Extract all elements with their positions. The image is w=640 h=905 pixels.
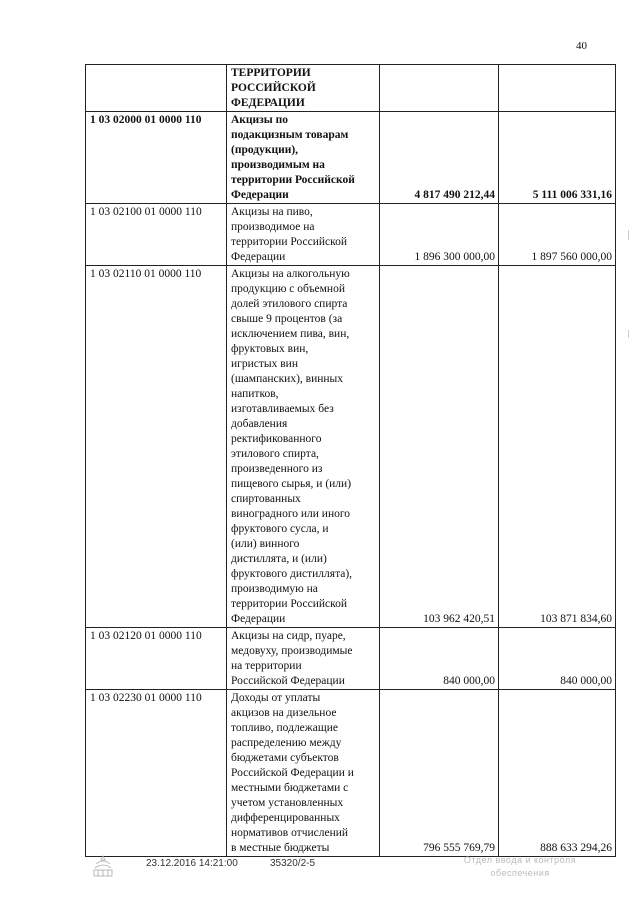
table-row — [86, 266, 616, 628]
page-number: 40 — [576, 40, 587, 52]
revenue-name-cell: Доходы от уплаты акцизов на дизельное топливо, подлежащие распределению между бюджетами субъектов Российской Федерации и местными бюджетами с учетом установленных дифференцированных нормативов отчислений в местные бюджеты — [227, 690, 380, 857]
amount-year-2-cell: 103 871 834,60 — [499, 266, 616, 628]
amount-year-1-cell: 103 962 420,51 — [380, 266, 499, 628]
amount-year-2-cell: 888 633 294,26 — [499, 690, 616, 857]
amount-year-2-cell — [499, 65, 616, 112]
page-footer — [0, 856, 640, 896]
table-row — [86, 628, 616, 690]
emblem-logo-icon — [90, 854, 116, 880]
revenue-name-cell: Акцизы по подакцизным товарам (продукции), производимым на территории Российской Федерации — [227, 112, 380, 204]
amount-year-1-cell: 1 896 300 000,00 — [380, 204, 499, 266]
amount-year-2-cell: 840 000,00 — [499, 628, 616, 690]
budget-code-cell: 1 03 02110 01 0000 110 — [86, 266, 227, 628]
budget-code-cell: 1 03 02230 01 0000 110 — [86, 690, 227, 857]
budget-code-cell: 1 03 02100 01 0000 110 — [86, 204, 227, 266]
revenue-table-body — [86, 65, 616, 857]
amount-year-1-cell: 796 555 769,79 — [380, 690, 499, 857]
scan-mark — [628, 230, 629, 240]
footer-document-number: 35320/2-5 — [270, 858, 316, 869]
budget-code-cell: 1 03 02120 01 0000 110 — [86, 628, 227, 690]
amount-year-1-cell: 4 817 490 212,44 — [380, 112, 499, 204]
budget-code-cell — [86, 65, 227, 112]
amount-year-2-cell: 1 897 560 000,00 — [499, 204, 616, 266]
revenue-table — [85, 64, 616, 857]
amount-year-2-cell: 5 111 006 331,16 — [499, 112, 616, 204]
amount-year-1-cell: 840 000,00 — [380, 628, 499, 690]
table-row — [86, 65, 616, 112]
footer-timestamp: 23.12.2016 14:21:00 — [146, 858, 238, 869]
amount-year-1-cell — [380, 65, 499, 112]
revenue-name-cell: Акцизы на сидр, пуаре, медовуху, производимые на территории Российской Федерации — [227, 628, 380, 690]
table-row — [86, 690, 616, 857]
budget-code-cell: 1 03 02000 01 0000 110 — [86, 112, 227, 204]
table-row — [86, 204, 616, 266]
scan-mark — [628, 330, 629, 338]
footer-stamp: Отдел ввода и контроля обеспечения — [463, 855, 577, 878]
revenue-name-cell: ТЕРРИТОРИИ РОССИЙСКОЙ ФЕДЕРАЦИИ — [227, 65, 380, 112]
revenue-name-cell: Акцизы на алкогольную продукцию с объемной долей этилового спирта свыше 9 процентов (за исключением пива, вин, фруктовых вин, игристых вин (шампанских), винных напитков, изготавливаемых без добавления ректификованного этилового спирта, произведенного из пищевого сырья, и (или) спиртованных виноградного или иного фруктового сусла, и (или) винного дистиллята, и (или) фруктового дистиллята), производимую на территории Российской Федерации — [227, 266, 380, 628]
revenue-name-cell: Акцизы на пиво, производимое на территории Российской Федерации — [227, 204, 380, 266]
table-row — [86, 112, 616, 204]
